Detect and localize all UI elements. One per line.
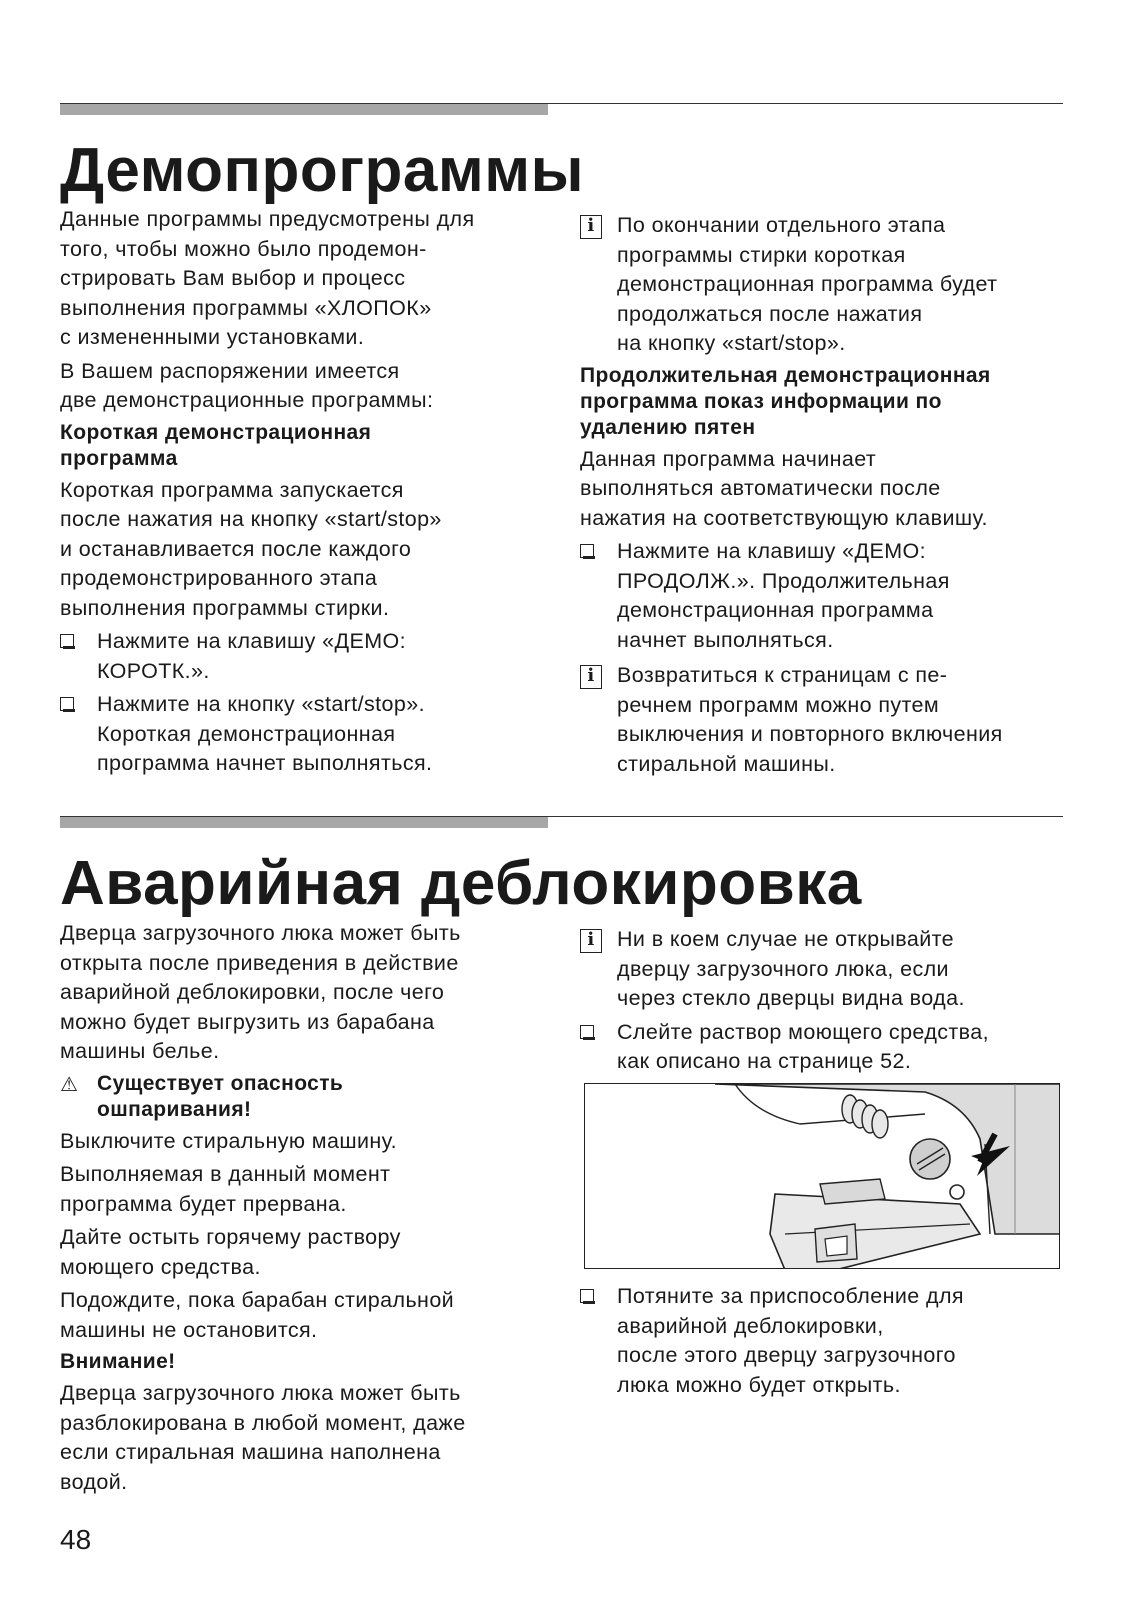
text-line: того, чтобы можно было продемон- (60, 236, 427, 261)
page-number: 48 (60, 1524, 92, 1555)
text-line: Дверца загрузочного люка может быть (60, 921, 461, 945)
text-line: выключения и повторного включения (617, 722, 1003, 746)
paragraph (60, 1160, 550, 1219)
text-line: начнет выполняться. (617, 627, 834, 652)
text-line: выполнения программы «ХЛОПОК» (60, 295, 432, 320)
subheading (60, 1349, 550, 1375)
text-line: Выполняемая в данный момент (60, 1162, 391, 1186)
text-line: с измененными установками. (60, 325, 365, 349)
text-line: Дверца загрузочного люка может быть (60, 1381, 461, 1405)
subheading (580, 363, 1070, 441)
info-note (580, 211, 1070, 359)
text-line: после нажатия на кнопку «start/stop» (60, 507, 442, 531)
text-line: демонстрационная программа (617, 598, 934, 622)
text-line: Короткая демонстрационная (60, 420, 372, 444)
text-line: Подождите, пока барабан стиральной (60, 1288, 455, 1312)
note-text (617, 211, 1070, 359)
text-line: Короткая демонстрационная (97, 721, 396, 746)
text-line: ошпаривания! (97, 1097, 252, 1121)
paragraph (60, 1223, 550, 1282)
text-line: КОРОТК.». (97, 658, 210, 683)
text-line: Внимание! (60, 1350, 176, 1373)
text-line: стиральной машины. (617, 751, 836, 776)
bullet-item (60, 690, 550, 779)
bullet-text (617, 1282, 1070, 1400)
text-line: выполняться автоматически после (580, 476, 941, 500)
text-line: программы стирки короткая (617, 242, 906, 267)
text-line: машины белье. (60, 1039, 220, 1063)
checkbox-bullet-icon (580, 1025, 594, 1039)
warning-triangle-icon: ⚠ (60, 1073, 79, 1096)
text-line: речнем программ можно путем (617, 692, 940, 717)
text-line: Данная программа начинает (580, 446, 877, 471)
text-line: моющего средства. (60, 1254, 261, 1279)
text-line: Слейте раствор моющего средства, (617, 1019, 989, 1044)
paragraph (60, 357, 550, 416)
paragraph (580, 445, 1070, 534)
text-line: программа будет прервана. (60, 1191, 347, 1216)
paragraph (60, 919, 550, 1067)
note-text (617, 925, 1070, 1014)
text-line: Нажмите на клавишу «ДЕМО: (97, 629, 407, 653)
unlock-left-column (60, 919, 550, 1501)
paragraph (60, 205, 550, 353)
section-rule (60, 103, 1063, 117)
checkbox-bullet-icon (580, 1289, 594, 1303)
text-line: можно будет выгрузить из барабана (60, 1009, 435, 1034)
section-title-demo: Демопрограммы (60, 136, 585, 205)
text-line: и останавливается после каждого (60, 536, 412, 561)
text-line: Короткая программа запускается (60, 477, 404, 502)
bullet-item (580, 537, 1070, 655)
note-text (617, 661, 1070, 779)
text-line: если стиральная машина наполнена (60, 1440, 441, 1464)
bullet-item (580, 1282, 1070, 1400)
text-line: Данные программы предусмотрены для (60, 207, 475, 231)
illustration-svg (585, 1084, 1060, 1269)
info-icon: i (580, 929, 602, 953)
text-line: через стекло дверцы видна вода. (617, 986, 965, 1010)
text-line: Нажмите на кнопку «start/stop». (97, 692, 425, 716)
checkbox-bullet-icon (60, 697, 74, 711)
checkbox-bullet-icon (60, 634, 74, 648)
text-line: удалению пятен (580, 415, 756, 439)
bullet-item (580, 1018, 1070, 1077)
text-line: Продолжительная демонстрационная (580, 363, 991, 387)
unlock-right-column (580, 925, 1070, 1081)
warning-note (60, 1071, 550, 1123)
text-line: Ни в коем случае не открывайте (617, 927, 955, 951)
text-line: программа начнет выполняться. (97, 751, 433, 775)
text-line: как описано на странице 52. (617, 1049, 912, 1073)
info-icon: i (580, 215, 602, 239)
demo-right-column (580, 211, 1070, 783)
text-line: Возвратиться к страницам с пе- (617, 663, 948, 687)
text-line: По окончании отдельного этапа (617, 213, 946, 237)
section-rule (60, 816, 1063, 830)
demo-left-column (60, 205, 550, 783)
text-line: стрировать Вам выбор и процесс (60, 266, 406, 290)
text-line: демонстрационная программа будет (617, 272, 998, 296)
text-line: дверцу загрузочного люка, если (617, 956, 949, 981)
text-line: программа (60, 446, 178, 470)
warning-text (97, 1071, 550, 1123)
text-line: продемонстрированного этапа (60, 566, 378, 590)
text-line: разблокирована в любой момент, даже (60, 1410, 466, 1435)
paragraph (60, 1286, 550, 1345)
bullet-item (60, 627, 550, 686)
bullet-text (97, 690, 550, 779)
text-line: люка можно будет открыть. (617, 1372, 901, 1397)
text-line: две демонстрационные программы: (60, 388, 434, 412)
text-line: на кнопку «start/stop». (617, 331, 846, 355)
info-note (580, 925, 1070, 1014)
text-line: продолжаться после нажатия (617, 301, 923, 326)
bullet-text (617, 1018, 1070, 1077)
emergency-unlock-illustration (584, 1083, 1060, 1269)
text-line: Нажмите на клавишу «ДЕМО: (617, 539, 927, 563)
subheading (60, 420, 550, 472)
text-line: аварийной деблокировки, после чего (60, 980, 445, 1004)
bullet-text (97, 627, 550, 686)
section-title-emergency-unlock: Аварийная деблокировка (60, 849, 862, 918)
paragraph (60, 1379, 550, 1497)
text-line: аварийной деблокировки, (617, 1313, 884, 1338)
text-line: открыта после приведения в действие (60, 950, 459, 975)
text-line: машины не остановится. (60, 1317, 318, 1342)
text-line: В Вашем распоряжении имеется (60, 358, 400, 383)
text-line: Дайте остыть горячему раствору (60, 1225, 401, 1249)
bullet-text (617, 537, 1070, 655)
text-line: выполнения программы стирки. (60, 595, 390, 620)
text-line: водой. (60, 1469, 128, 1494)
text-line: Существует опасность (97, 1071, 344, 1095)
text-line: после этого дверцу загрузочного (617, 1343, 956, 1367)
text-line: нажатия на соответствующую клавишу. (580, 505, 988, 530)
paragraph (60, 476, 550, 624)
text-line: программа показ информации по (580, 389, 942, 413)
checkbox-bullet-icon (580, 544, 594, 558)
text-line: ПРОДОЛЖ.». Продолжительная (617, 568, 950, 593)
info-icon: i (580, 665, 602, 689)
text-line: Выключите стиральную машину. (60, 1128, 398, 1153)
text-line: Потяните за приспособление для (617, 1284, 964, 1308)
info-note (580, 661, 1070, 779)
paragraph (60, 1127, 550, 1157)
unlock-right-column-lower (580, 1282, 1070, 1404)
